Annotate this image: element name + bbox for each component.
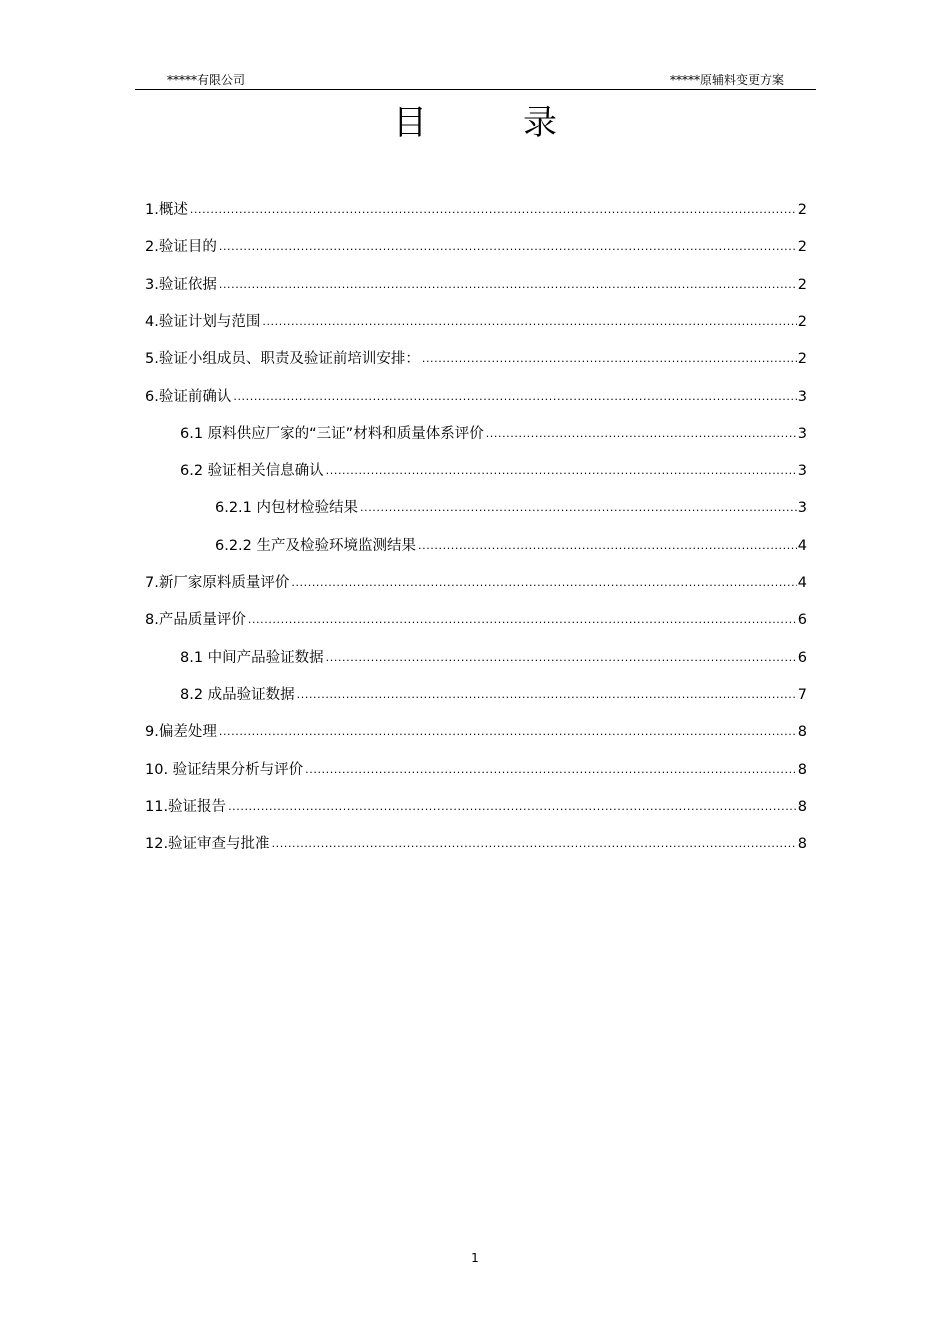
toc-entry-page: 2 bbox=[797, 351, 807, 368]
toc-title: 目录 bbox=[393, 103, 653, 143]
toc-entry[interactable] bbox=[145, 347, 807, 369]
toc-entry-page: 3 bbox=[797, 388, 807, 405]
toc-entry[interactable] bbox=[145, 758, 807, 780]
toc-entry-text: 6.2.1 内包材检验结果 bbox=[215, 500, 359, 517]
toc-dot-leader bbox=[422, 352, 797, 366]
toc-entry-page: 3 bbox=[797, 425, 807, 442]
toc-dot-leader bbox=[262, 315, 796, 329]
toc-entry-text: 4.验证计划与范围 bbox=[145, 313, 261, 330]
toc-dot-leader bbox=[228, 800, 797, 814]
toc-entry-text: 12.验证审查与批准 bbox=[145, 836, 270, 853]
toc-entry-page: 8 bbox=[797, 761, 807, 778]
toc-entry-text: 8.1 中间产品验证数据 bbox=[180, 649, 324, 666]
toc-entry[interactable] bbox=[145, 385, 807, 407]
toc-entry[interactable] bbox=[145, 198, 807, 220]
toc-dot-leader bbox=[418, 539, 797, 553]
toc-entry-page: 4 bbox=[797, 537, 807, 554]
toc-dot-leader bbox=[272, 837, 797, 851]
page-number: 1 bbox=[471, 1251, 479, 1265]
toc-dot-leader bbox=[305, 763, 797, 777]
toc-entry[interactable] bbox=[180, 422, 807, 444]
toc-entry-text: 10. 验证结果分析与评价 bbox=[145, 761, 304, 778]
toc-entry-text: 6.2 验证相关信息确认 bbox=[180, 463, 324, 480]
toc-dot-leader bbox=[486, 427, 797, 441]
toc-entry-text: 8.产品质量评价 bbox=[145, 612, 246, 629]
toc-entry-page: 3 bbox=[797, 463, 807, 480]
toc-entry-page: 2 bbox=[797, 276, 807, 293]
toc-dot-leader bbox=[219, 278, 797, 292]
toc-entry-page: 3 bbox=[797, 500, 807, 517]
toc-entry[interactable] bbox=[145, 832, 807, 854]
toc-dot-leader bbox=[219, 240, 797, 254]
toc-entry-text: 1.概述 bbox=[145, 202, 188, 218]
toc-entry[interactable] bbox=[145, 310, 807, 332]
toc-entry[interactable] bbox=[180, 459, 807, 481]
toc-entry-text: 2.验证目的 bbox=[145, 239, 217, 256]
header-company-name: *****有限公司 bbox=[167, 73, 246, 87]
toc-entry-text: 6.2.2 生产及检验环境监测结果 bbox=[215, 537, 417, 554]
toc-dot-leader bbox=[326, 464, 797, 478]
toc-entry[interactable] bbox=[180, 646, 807, 668]
header-document-title: *****原辅料变更方案 bbox=[669, 73, 784, 87]
toc-entry-page: 2 bbox=[797, 202, 807, 218]
toc-entry-page: 6 bbox=[797, 649, 807, 666]
toc-entry-text: 3.验证依据 bbox=[145, 276, 217, 293]
toc-entry-page: 6 bbox=[797, 612, 807, 629]
toc-dot-leader bbox=[291, 576, 796, 590]
toc-entry[interactable] bbox=[145, 571, 807, 593]
toc-entry[interactable] bbox=[215, 496, 807, 518]
toc-entry-page: 8 bbox=[797, 724, 807, 741]
toc-dot-leader bbox=[326, 651, 797, 665]
toc-entry-page: 4 bbox=[797, 575, 807, 591]
toc-entry-page: 7 bbox=[797, 686, 807, 703]
toc-dot-leader bbox=[233, 390, 796, 404]
toc-entry[interactable] bbox=[215, 534, 807, 556]
toc-entry[interactable] bbox=[180, 683, 807, 705]
toc-entry[interactable] bbox=[145, 608, 807, 630]
toc-entry-text: 11.验证报告 bbox=[145, 798, 227, 815]
toc-entry-text: 5.验证小组成员、职责及验证前培训安排： bbox=[145, 351, 420, 368]
toc-entry-page: 8 bbox=[797, 836, 807, 853]
toc-entry-text: 6.1 原料供应厂家的“三证”材料和质量体系评价 bbox=[180, 425, 484, 442]
toc-entry[interactable] bbox=[145, 273, 807, 295]
toc-entry-page: 8 bbox=[797, 798, 807, 815]
toc-dot-leader bbox=[219, 725, 797, 739]
toc-entry-text: 7.新厂家原料质量评价 bbox=[145, 575, 290, 591]
toc-dot-leader bbox=[360, 501, 797, 515]
toc-dot-leader bbox=[297, 688, 797, 702]
toc-dot-leader bbox=[190, 203, 797, 217]
toc-entry-text: 6.验证前确认 bbox=[145, 388, 232, 405]
toc-entry-page: 2 bbox=[797, 239, 807, 256]
toc-entry-page: 2 bbox=[797, 313, 807, 330]
toc-entry-text: 8.2 成品验证数据 bbox=[180, 686, 295, 703]
toc-entry[interactable] bbox=[145, 720, 807, 742]
toc-entry[interactable] bbox=[145, 235, 807, 257]
toc-dot-leader bbox=[248, 613, 797, 627]
toc-entry[interactable] bbox=[145, 795, 807, 817]
toc-entry-text: 9.偏差处理 bbox=[145, 724, 217, 741]
